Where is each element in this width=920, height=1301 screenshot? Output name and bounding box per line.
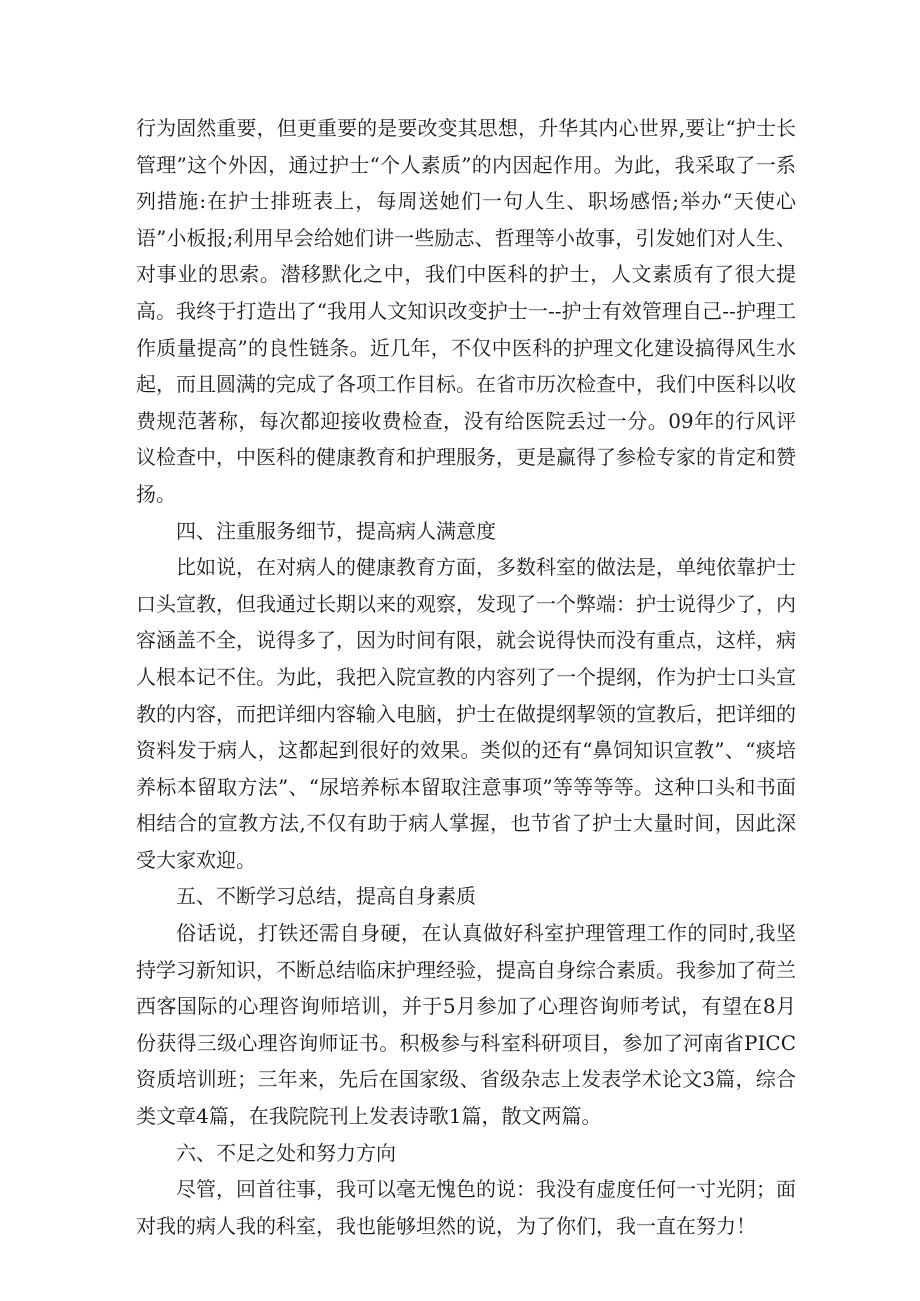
paragraph-shortcomings: 尽管，回首往事，我可以毫无愧色的说：我没有虚度任何一寸光阴；面对我的病人我的科室，我也能够坦然的说，为了你们，我一直在努力！ [136,1177,796,1238]
section-heading-5: 五、不断学习总结，提高自身素质 [176,884,476,909]
paragraph-service-details: 比如说，在对病人的健康教育方面，多数科室的做法是，单纯依靠护士口头宣教，但我通过长期以来的观察，发现了一个弊端：护士说得少了，内容涵盖不全，说得多了，因为时间有限，就会说得快而没有重点，这样，病人根本记不住。为此，我把入院宣教的内容列了一个提纲，作为护士口头宣教的内容，而把详细内容输入电脑，护士在做提纲挈领的宣教后，把详细的资料发于病人，这都起到很好的效果。类似的还有“鼻饲知识宣教”、“痰培养标本留取方法”、“尿培养标本留取注意事项”等等等等。这种口头和书面相结合的宣教方法,不仅有助于病人掌握，也节省了护士大量时间，因此深受大家欢迎。 [136,555,796,872]
paragraph-self-improvement: 俗话说，打铁还需自身硬，在认真做好科室护理管理工作的同时,我坚持学习新知识，不断总结临床护理经验，提高自身综合素质。我参加了荷兰西客国际的心理咨询师培训，并于5月参加了心理咨询师考试，有望在8月份获得三级心理咨询师证书。积极参与科室科研项目，参加了河南省PICC资质培训班；三年来，先后在国家级、省级杂志上发表学术论文3篇，综合类文章4篇，在我院院刊上发表诗歌1篇，散文两篇。 [136,921,796,1129]
paragraph-continuation: 行为固然重要，但更重要的是要改变其思想，升华其内心世界,要让“护士长管理”这个外因，通过护士“个人素质”的内因起作用。为此，我采取了一系列措施:在护士排班表上，每周送她们一句人生、职场感悟;举办“天使心语”小板报;利用早会给她们讲一些励志、哲理等小故事，引发她们对人生、对事业的思索。潜移默化之中，我们中医科的护士，人文素质有了很大提高。我终于打造出了“我用人文知识改变护士一--护士有效管理自己--护理工作质量提高”的良性链条。近几年，不仅中医科的护理文化建设搞得风生水起，而且圆满的完成了各项工作目标。在省市历次检查中，我们中医科以收费规范著称，每次都迎接收费检查，没有给医院丢过一分。09年的行风评议检查中，中医科的健康教育和护理服务，更是赢得了参检专家的肯定和赞扬。 [136,116,796,506]
document-body [136,110,796,1244]
section-heading-6: 六、不足之处和努力方向 [176,1140,396,1165]
section-heading-4: 四、注重服务细节，提高病人满意度 [176,518,496,543]
